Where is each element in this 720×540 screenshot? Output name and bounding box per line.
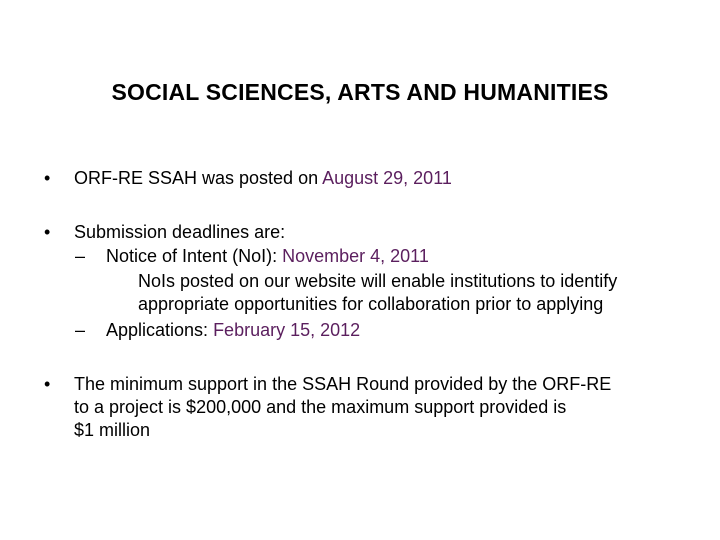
bullet-marker-1: • bbox=[44, 168, 51, 188]
deadlines-heading: Submission deadlines are: bbox=[74, 222, 286, 242]
posted-label: ORF-RE SSAH was posted on bbox=[74, 168, 323, 188]
bullet-marker-3: • bbox=[44, 374, 51, 394]
noi-label: Notice of Intent (NoI): bbox=[106, 246, 283, 266]
support-line-3: $1 million bbox=[74, 420, 151, 440]
support-line-2: to a project is $200,000 and the maximum support provided is bbox=[74, 397, 567, 417]
applications-label: Applications: bbox=[106, 320, 214, 340]
dash-marker-2: – bbox=[75, 320, 86, 340]
slide-title: SOCIAL SCIENCES, ARTS AND HUMANITIES bbox=[111, 79, 609, 105]
dash-marker-1: – bbox=[75, 246, 86, 266]
support-line-1: The minimum support in the SSAH Round provided by the ORF-RE bbox=[74, 374, 612, 394]
applications-date: February 15, 2012 bbox=[213, 320, 361, 340]
noi-note-line-1: NoIs posted on our website will enable institutions to identify bbox=[138, 271, 618, 291]
noi-date: November 4, 2011 bbox=[282, 246, 429, 266]
applications-deadline bbox=[106, 320, 360, 341]
bullet-posted-date bbox=[74, 168, 452, 189]
noi-deadline bbox=[106, 246, 429, 267]
posted-date: August 29, 2011 bbox=[322, 168, 452, 188]
noi-note-line-2: appropriate opportunities for collaboration prior to applying bbox=[138, 294, 604, 314]
bullet-marker-2: • bbox=[44, 222, 51, 242]
